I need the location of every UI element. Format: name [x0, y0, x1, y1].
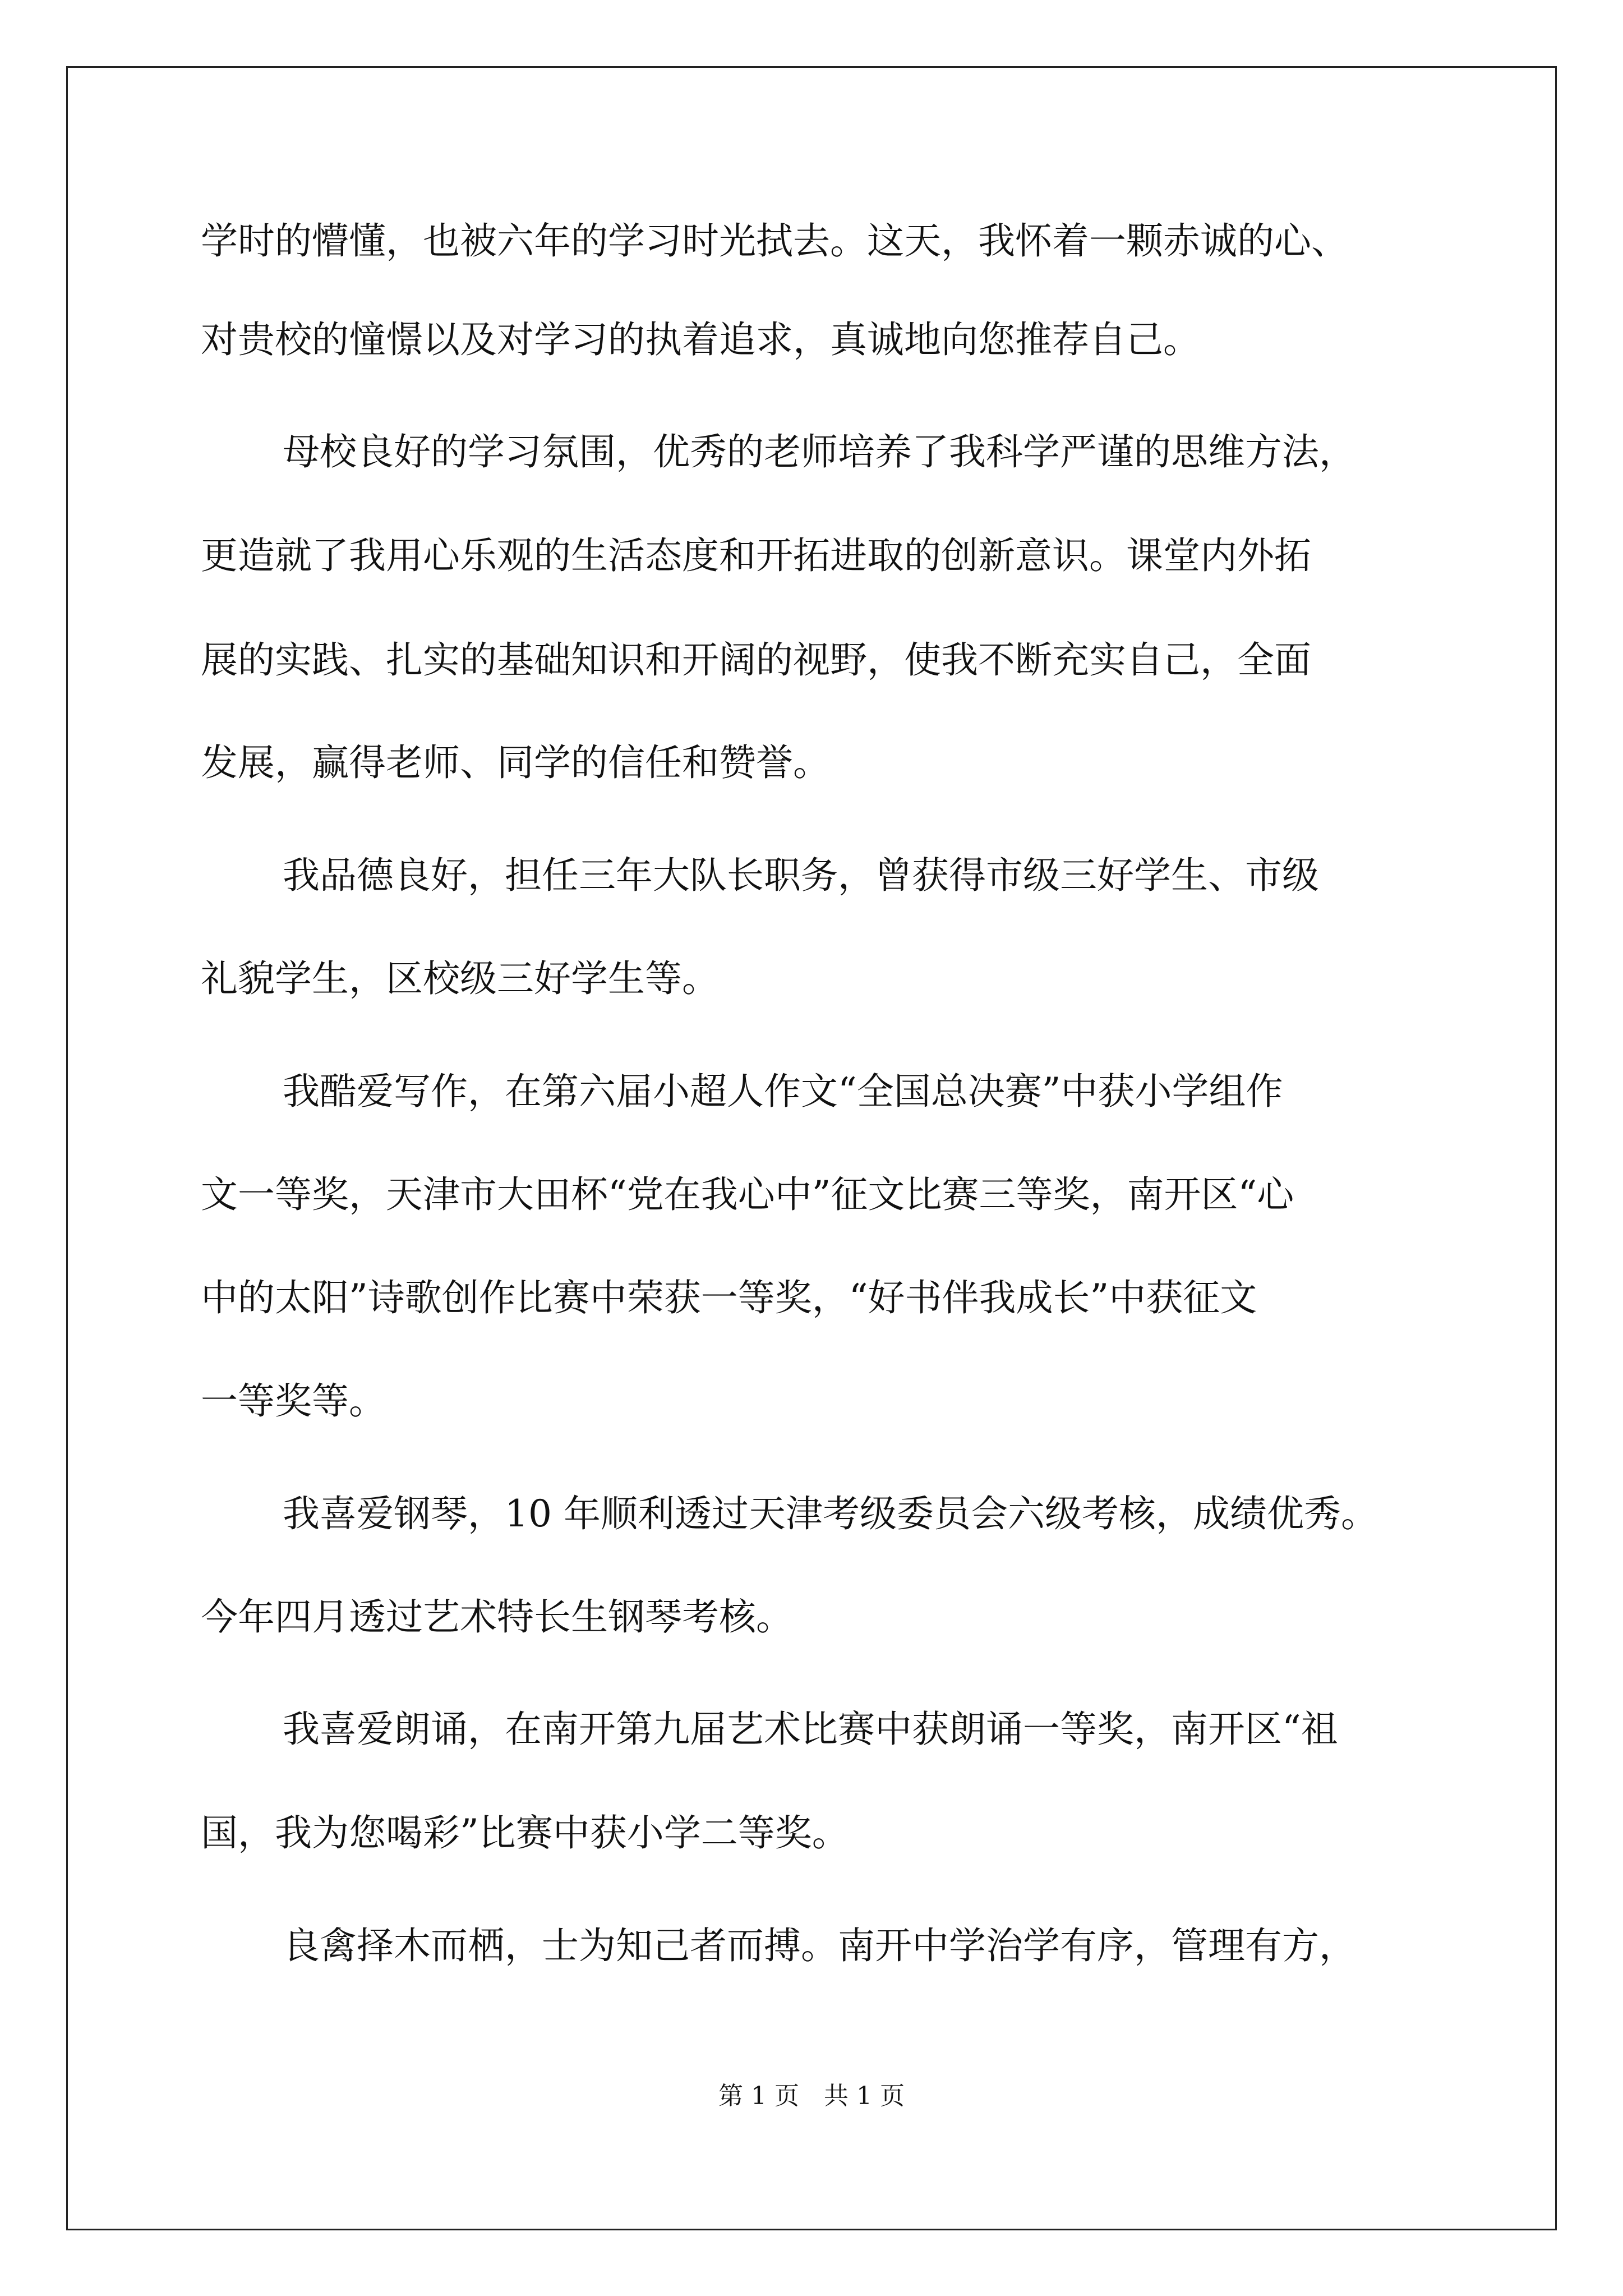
paragraph-start-line: 良禽择木而栖，士为知己者而搏。南开中学治学有序，管理有方，: [283, 1924, 1356, 1967]
text-line: 发展，赢得老师、同学的信任和赞誉。: [201, 741, 830, 784]
text-line: 更造就了我用心乐观的生活态度和开拓进取的创新意识。课堂内外拓: [201, 534, 1311, 577]
text-line: 礼貌学生，区校级三好学生等。: [201, 957, 719, 1000]
text-line: 展的实践、扎实的基础知识和开阔的视野，使我不断充实自己，全面: [201, 638, 1311, 682]
text-line: 学时的懵懂，也被六年的学习时光拭去。这天，我怀着一颗赤诚的心、: [201, 219, 1348, 263]
text-line: 国，我为您喝彩”比赛中获小学二等奖。: [201, 1811, 849, 1855]
text-line: 文一等奖，天津市大田杯“党在我心中”征文比赛三等奖，南开区“心: [201, 1173, 1294, 1216]
paragraph-start-line: 我喜爱钢琴，10 年顺利透过天津考级委员会六级考核，成绩优秀。: [283, 1492, 1378, 1535]
text-line: 对贵校的憧憬以及对学习的执着追求，真诚地向您推荐自己。: [201, 318, 1200, 361]
text-line: 一等奖等。: [201, 1379, 386, 1423]
paragraph-start-line: 我喜爱朗诵，在南开第九届艺术比赛中获朗诵一等奖，南开区“祖: [283, 1708, 1338, 1751]
page-border: [66, 66, 1557, 2230]
page-number-footer: 第 1 页 共 1 页: [718, 2082, 905, 2110]
text-line: 中的太阳”诗歌创作比赛中荣获一等奖，“好书伴我成长”中获征文: [201, 1276, 1257, 1319]
text-line: 今年四月透过艺术特长生钢琴考核。: [201, 1595, 793, 1639]
paragraph-start-line: 我品德良好，担任三年大队长职务，曾获得市级三好学生、市级: [283, 854, 1319, 897]
paragraph-start-line: 我酷爱写作，在第六届小超人作文“全国总决赛”中获小学组作: [283, 1070, 1283, 1113]
paragraph-start-line: 母校良好的学习氛围，优秀的老师培养了我科学严谨的思维方法，: [283, 430, 1356, 473]
